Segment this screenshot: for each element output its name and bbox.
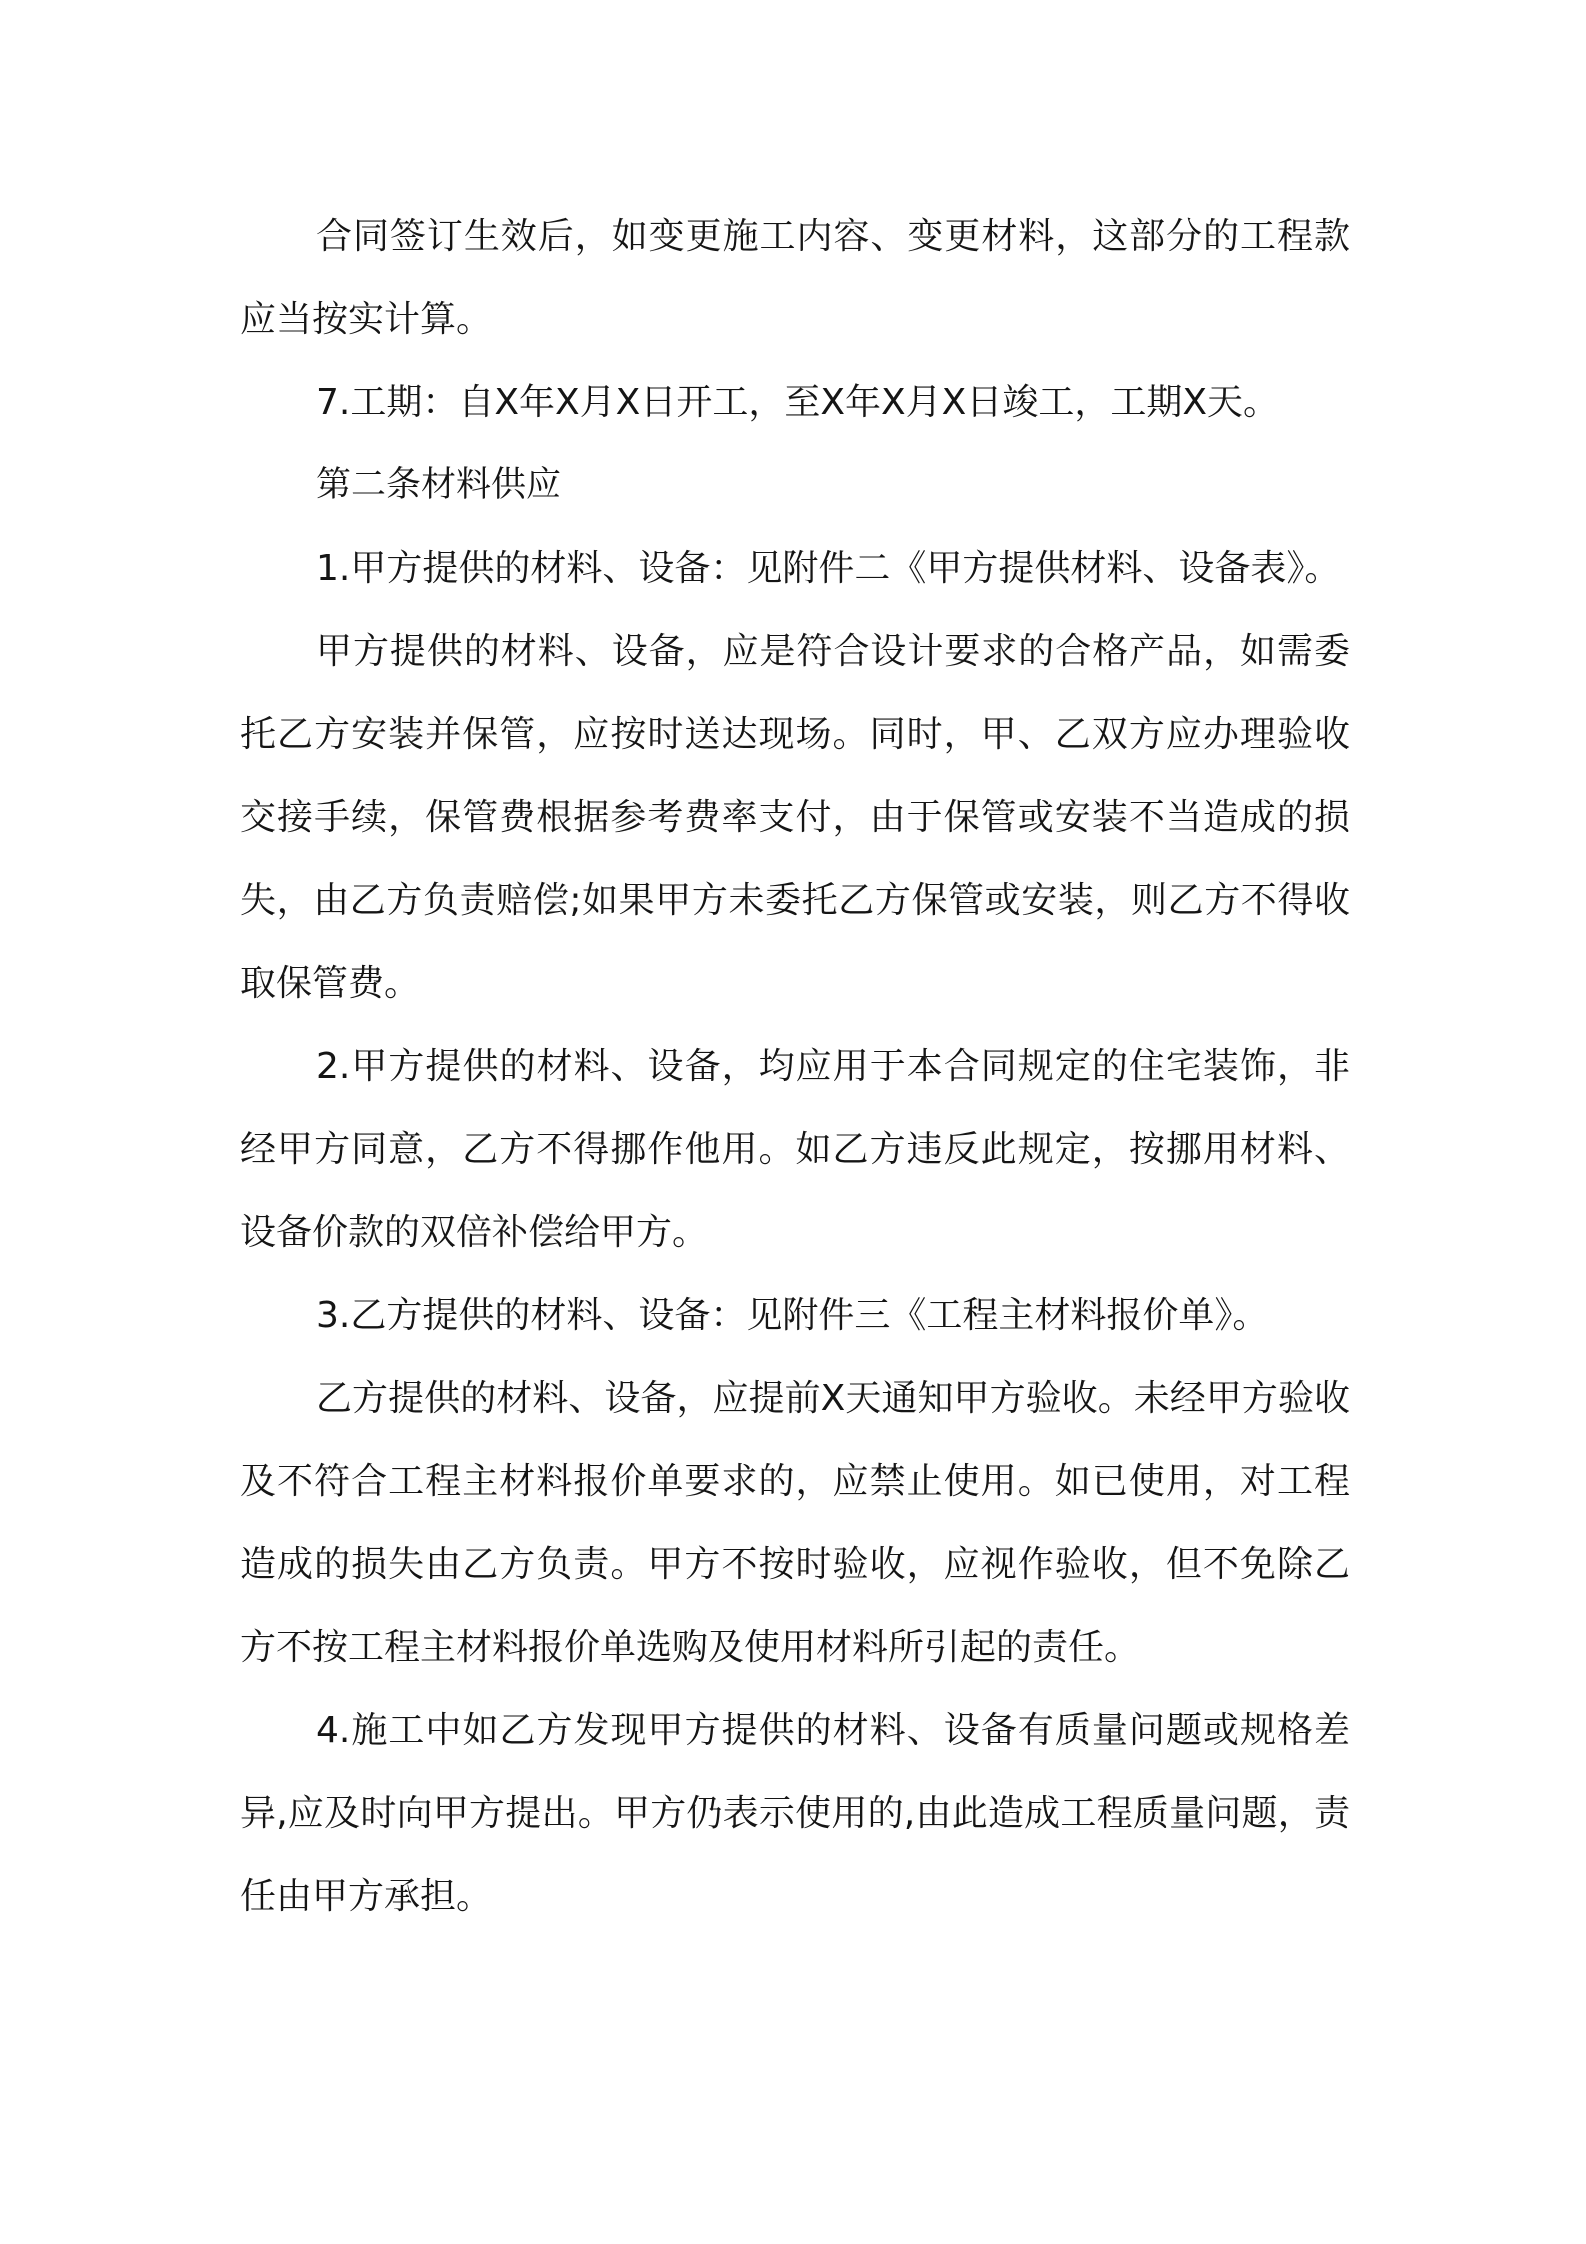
paragraph-quality-issues: 4.施工中如乙方发现甲方提供的材料、设备有质量问题或规格差异,应及时向甲方提出。甲方仍表示使用的,由此造成工程质量问题，责任由甲方承担。 bbox=[240, 1710, 1350, 1917]
paragraph-party-a-materials: 1.甲方提供的材料、设备：见附件二《甲方提供材料、设备表》。 bbox=[316, 548, 1341, 589]
paragraph-party-a-materials-requirements: 甲方提供的材料、设备，应是符合设计要求的合格产品，如需委托乙方安装并保管，应按时送达现场。同时，甲、乙双方应办理验收交接手续，保管费根据参考费率支付，由于保管或安装不当造成的损失，由乙方负责赔偿;如果甲方未委托乙方保管或安装，则乙方不得收取保管费。 bbox=[240, 631, 1350, 1004]
paragraph-materials-usage: 2.甲方提供的材料、设备，均应用于本合同规定的住宅装饰，非经甲方同意，乙方不得挪作他用。如乙方违反此规定，按挪用材料、设备价款的双倍补偿给甲方。 bbox=[240, 1046, 1350, 1253]
paragraph-party-b-materials-inspection: 乙方提供的材料、设备，应提前X天通知甲方验收。未经甲方验收及不符合工程主材料报价单要求的，应禁止使用。如已使用，对工程造成的损失由乙方负责。甲方不按时验收，应视作验收，但不免除乙方不按工程主材料报价单选购及使用材料所引起的责任。 bbox=[240, 1378, 1350, 1668]
document-body bbox=[240, 195, 1350, 1938]
paragraph-construction-period: 7.工期：自X年X月X日开工，至X年X月X日竣工，工期X天。 bbox=[316, 382, 1279, 423]
paragraph-party-b-materials: 3.乙方提供的材料、设备：见附件三《工程主材料报价单》。 bbox=[316, 1295, 1269, 1336]
paragraph-price-adjustment: 合同签订生效后，如变更施工内容、变更材料，这部分的工程款应当按实计算。 bbox=[240, 216, 1350, 340]
section-heading-material-supply: 第二条材料供应 bbox=[316, 465, 562, 505]
